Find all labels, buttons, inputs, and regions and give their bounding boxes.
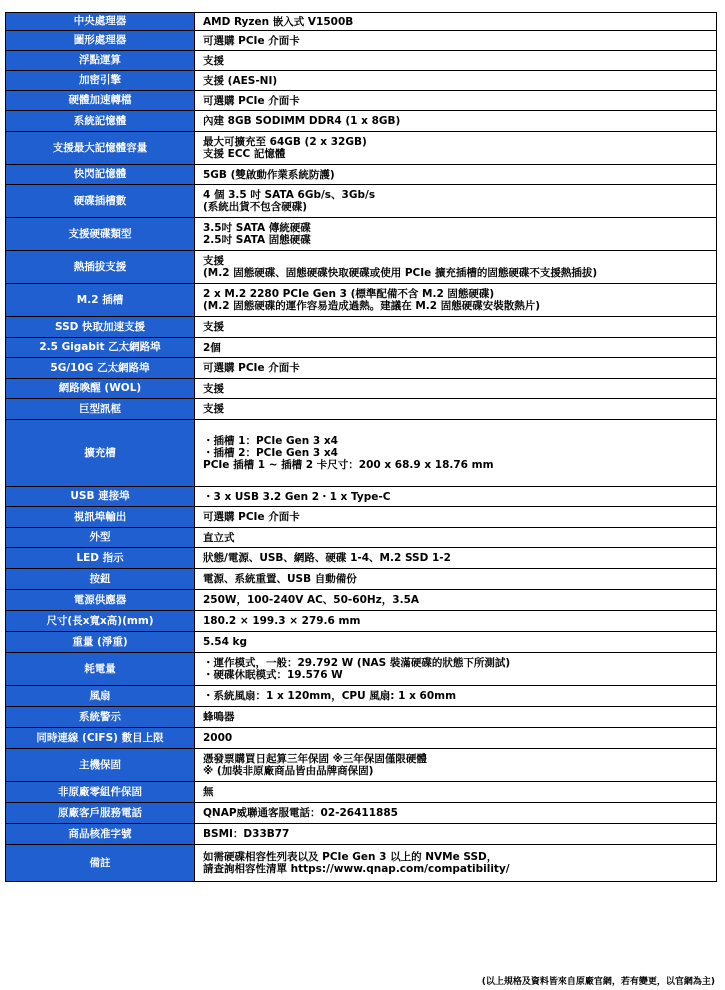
spec-value-line: ・運作模式，一般：29.792 W (NAS 裝滿硬碟的狀態下所測試) — [203, 657, 511, 669]
spec-value-line: 狀態/電源、USB、網路、硬碟 1-4、M.2 SSD 1-2 — [203, 552, 451, 564]
spec-value — [195, 338, 717, 358]
spec-value-line: ・硬碟休眠模式：19.576 W — [203, 669, 343, 681]
spec-value — [195, 632, 717, 653]
spec-value-line: ・系統風扇：1 x 120mm，CPU 風扇: 1 x 60mm — [203, 690, 457, 702]
spec-value-line: 支援 — [203, 321, 224, 333]
spec-value-line: 180.2 × 199.3 × 279.6 mm — [203, 615, 361, 627]
spec-label: 熱插拔支援 — [6, 251, 195, 284]
spec-label: 5G/10G 乙太網路埠 — [6, 358, 195, 379]
spec-value-line: AMD Ryzen 嵌入式 V1500B — [203, 15, 354, 28]
spec-table — [5, 12, 717, 882]
spec-row — [6, 111, 717, 132]
spec-label: 外型 — [6, 528, 195, 548]
spec-value-line: 可選購 PCIe 介面卡 — [203, 94, 300, 107]
spec-table-body — [6, 13, 717, 882]
spec-row — [6, 632, 717, 653]
spec-value-line: 支援 — [203, 54, 224, 67]
spec-value-line: 2 x M.2 2280 PCIe Gen 3 (標準配備不含 M.2 固態硬碟) — [203, 288, 495, 300]
spec-value — [195, 185, 717, 218]
spec-row — [6, 51, 717, 71]
spec-row — [6, 653, 717, 686]
spec-row — [6, 420, 717, 487]
spec-label: 硬體加速轉檔 — [6, 91, 195, 111]
spec-value — [195, 487, 717, 507]
spec-value — [195, 317, 717, 338]
spec-value-line: (系統出貨不包含硬碟) — [203, 201, 308, 213]
spec-row — [6, 358, 717, 379]
spec-value — [195, 132, 717, 165]
spec-label: 風扇 — [6, 686, 195, 707]
spec-value — [195, 569, 717, 590]
spec-label: M.2 插槽 — [6, 284, 195, 317]
spec-value — [195, 165, 717, 185]
spec-value — [195, 782, 717, 803]
spec-value-line: 可選購 PCIe 介面卡 — [203, 362, 300, 374]
spec-value-line: 250W，100-240V AC、50-60Hz，3.5A — [203, 594, 420, 606]
spec-row — [6, 611, 717, 632]
spec-label: 中央處理器 — [6, 13, 195, 31]
spec-value — [195, 379, 717, 399]
spec-row — [6, 132, 717, 165]
spec-value-line: (M.2 固態硬碟、固態硬碟快取硬碟或使用 PCIe 擴充插槽的固態硬碟不支援熱插拔) — [203, 267, 598, 279]
spec-value — [195, 358, 717, 379]
spec-value-line: ・插槽 1：PCIe Gen 3 x4 — [203, 435, 338, 447]
spec-value-line: 如需硬碟相容性列表以及 PCIe Gen 3 以上的 NVMe SSD， — [203, 851, 498, 863]
spec-value-line: 3.5吋 SATA 傳統硬碟 — [203, 222, 311, 234]
spec-value-line: 支援 — [203, 255, 224, 267]
spec-value — [195, 111, 717, 132]
spec-value-line: 電源、系統重置、USB 自動備份 — [203, 573, 357, 585]
spec-row — [6, 803, 717, 824]
spec-value-line: ・3 x USB 3.2 Gen 2・1 x Type-C — [203, 490, 391, 503]
spec-value — [195, 528, 717, 548]
spec-label: 擴充槽 — [6, 420, 195, 487]
spec-label: 備註 — [6, 845, 195, 882]
spec-label: LED 指示 — [6, 548, 195, 569]
spec-label: 系統記憶體 — [6, 111, 195, 132]
spec-value-line: 蜂鳴器 — [203, 711, 235, 723]
spec-row — [6, 185, 717, 218]
spec-value — [195, 590, 717, 611]
spec-row — [6, 507, 717, 528]
spec-value-line: 支援 (AES-NI) — [203, 74, 278, 87]
spec-value — [195, 507, 717, 528]
spec-value-line: 2000 — [203, 732, 233, 744]
spec-value — [195, 803, 717, 824]
spec-label: 浮點運算 — [6, 51, 195, 71]
spec-row — [6, 379, 717, 399]
spec-value — [195, 31, 717, 51]
spec-label: 支援最大記憶體容量 — [6, 132, 195, 165]
spec-row — [6, 71, 717, 91]
spec-row — [6, 165, 717, 185]
spec-value-line: ・插槽 2：PCIe Gen 3 x4 — [203, 447, 338, 459]
footer-note: (以上規格及資料皆來自原廠官網，若有變更，以官網為主) — [481, 977, 715, 987]
spec-row — [6, 338, 717, 358]
spec-label: 加密引擎 — [6, 71, 195, 91]
spec-row — [6, 218, 717, 251]
spec-value-line: 最大可擴充至 64GB (2 x 32GB) — [203, 136, 367, 148]
spec-row — [6, 91, 717, 111]
spec-row — [6, 251, 717, 284]
spec-value — [195, 420, 717, 487]
spec-label: 快閃記憶體 — [6, 165, 195, 185]
spec-row — [6, 284, 717, 317]
spec-label: 尺寸(長x寬x高)(mm) — [6, 611, 195, 632]
spec-value — [195, 611, 717, 632]
spec-value-line: 支援 — [203, 382, 224, 395]
spec-value-line: 直立式 — [203, 531, 235, 544]
spec-row — [6, 749, 717, 782]
spec-row — [6, 845, 717, 882]
spec-value-line: 2個 — [203, 341, 221, 354]
spec-value — [195, 91, 717, 111]
spec-value-line: 憑發票購買日起算三年保固 ※三年保固僅限硬體 — [203, 753, 427, 765]
spec-label: USB 連接埠 — [6, 487, 195, 507]
spec-value — [195, 824, 717, 845]
spec-row — [6, 548, 717, 569]
spec-row — [6, 13, 717, 31]
spec-row — [6, 528, 717, 548]
spec-value-line: PCIe 插槽 1 ~ 插槽 2 卡尺寸：200 x 68.9 x 18.76 mm — [203, 459, 494, 471]
spec-row — [6, 824, 717, 845]
spec-label: 主機保固 — [6, 749, 195, 782]
spec-row — [6, 487, 717, 507]
spec-value-line: QNAP威聯通客服電話：02-26411885 — [203, 807, 398, 819]
spec-row — [6, 728, 717, 749]
spec-value-line: BSMI：D33B77 — [203, 828, 290, 840]
spec-label: 支援硬碟類型 — [6, 218, 195, 251]
spec-value-line: 2.5吋 SATA 固態硬碟 — [203, 234, 311, 246]
spec-value — [195, 686, 717, 707]
spec-row — [6, 590, 717, 611]
spec-label: 按鈕 — [6, 569, 195, 590]
spec-value-line: 5.54 kg — [203, 636, 248, 648]
spec-value-line: 支援 ECC 記憶體 — [203, 148, 286, 160]
spec-value-line: 內建 8GB SODIMM DDR4 (1 x 8GB) — [203, 115, 401, 127]
spec-label: 硬碟插槽數 — [6, 185, 195, 218]
spec-row — [6, 707, 717, 728]
spec-value-line: (M.2 固態硬碟的運作容易造成過熱。建議在 M.2 固態硬碟安裝散熱片) — [203, 300, 541, 312]
spec-label: 重量 (淨重) — [6, 632, 195, 653]
spec-row — [6, 569, 717, 590]
spec-label: 耗電量 — [6, 653, 195, 686]
spec-value — [195, 284, 717, 317]
spec-row — [6, 399, 717, 420]
spec-label: 網路喚醒 (WOL) — [6, 379, 195, 399]
spec-label: 同時連線 (CIFS) 數目上限 — [6, 728, 195, 749]
spec-value-line: 可選購 PCIe 介面卡 — [203, 511, 300, 523]
spec-value — [195, 51, 717, 71]
spec-value-line: 4 個 3.5 吋 SATA 6Gb/s、3Gb/s — [203, 189, 376, 201]
spec-label: 系統警示 — [6, 707, 195, 728]
spec-label: 商品核准字號 — [6, 824, 195, 845]
spec-label: 電源供應器 — [6, 590, 195, 611]
spec-label: 2.5 Gigabit 乙太網路埠 — [6, 338, 195, 358]
spec-value-line: 5GB (雙啟動作業系統防護) — [203, 168, 335, 181]
spec-value — [195, 399, 717, 420]
spec-label: 圖形處理器 — [6, 31, 195, 51]
spec-row — [6, 31, 717, 51]
spec-value — [195, 218, 717, 251]
spec-value-line: ※ (加裝非原廠商品皆由品牌商保固) — [203, 765, 374, 777]
spec-value — [195, 749, 717, 782]
spec-value — [195, 653, 717, 686]
spec-value-line: 可選購 PCIe 介面卡 — [203, 34, 300, 47]
spec-value — [195, 548, 717, 569]
spec-row — [6, 317, 717, 338]
spec-label: 原廠客戶服務電話 — [6, 803, 195, 824]
spec-value — [195, 251, 717, 284]
spec-label: SSD 快取加速支援 — [6, 317, 195, 338]
spec-value — [195, 71, 717, 91]
spec-value — [195, 728, 717, 749]
spec-label: 視訊埠輸出 — [6, 507, 195, 528]
spec-value — [195, 845, 717, 882]
spec-value — [195, 707, 717, 728]
spec-label: 巨型訊框 — [6, 399, 195, 420]
spec-value-line: 請查詢相容性清單 https://www.qnap.com/compatibility/ — [203, 863, 510, 875]
spec-row — [6, 686, 717, 707]
spec-value — [195, 13, 717, 31]
spec-row — [6, 782, 717, 803]
spec-label: 非原廠零組件保固 — [6, 782, 195, 803]
spec-value-line: 無 — [203, 786, 214, 798]
spec-value-line: 支援 — [203, 403, 224, 415]
